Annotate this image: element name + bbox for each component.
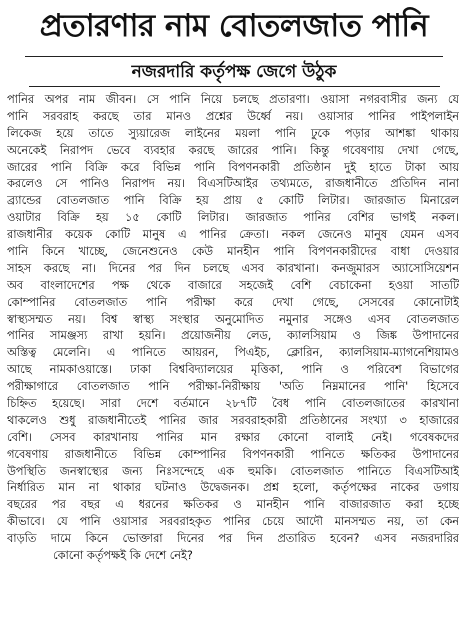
article-line: রাজধানীর কয়েক কোটি মানুষ এ পানির ক্রেতা। নকল জেনেও মানুষ যেমন এসব: [7, 228, 459, 242]
article-line: পানি সরবরাহ করছে তার মানও প্রশ্নের উর্ধ্বে নয়। ওয়াসার পানির পাইপলাইন: [7, 109, 459, 123]
article-line: আছে নামকাওয়াস্তে। ঢাকা বিশ্ববিদ্যালয়ের মৃত্তিকা, পানি ও পরিবেশ বিভাগের: [7, 363, 459, 377]
article-line: কোনো কর্তৃপক্ষই কি দেশে নেই?: [53, 549, 193, 563]
article-line: কীভাবে। যে পানি ওয়াসার সরবরাহকৃত পানির চেয়ে আদৌ মানসম্মত নয়, তা কেন: [7, 515, 459, 529]
article-line: উপস্থিতি জনস্বাস্থ্যের জন্য নিঃসন্দেহে এক হুমকি। বোতলজাত পানিতে বিএসটিআই: [7, 464, 459, 478]
article-line: পরীক্ষাগারে বোতলজাত পানি পরীক্ষা-নিরীক্ষায় 'অতি নিম্নমানের পানি' হিসেবে: [7, 380, 459, 394]
article-line: থাকলেও শুধু রাজধানীতেই পানির জার সরবরাহকারী প্রতিষ্ঠানের সংখ্যা ৩ হাজারের: [7, 413, 459, 427]
article-line: অনেকেই নিরাপদ ভেবে ব্যবহার করছে জারের পানি। কিন্তু গবেষণায় দেখা গেছে,: [7, 143, 459, 157]
headline: প্রতারণার নাম বোতলজাত পানি: [39, 8, 429, 44]
article-line: গবেষণায় রাজধানীতে বিভিন্ন কোম্পানির বিপণনকারী পানিতে ক্ষতিকর উপাদানের: [7, 447, 459, 461]
article-line: নির্ধারিত মান না থাকার ঘটনাও উদ্বেজনক। প্রশ্ন হলো, কর্তৃপক্ষের নাকের ডগায়: [7, 481, 459, 495]
article-line: ব্র্যান্ডের বোতলজাত পানি বিক্রি হয় প্রায় ৫ কোটি লিটার। জারজাত মিনারেল: [7, 194, 459, 208]
article-line: চিহ্নিত হয়েছে। সারা দেশে বর্তমানে ২৮৭টি বৈধ পানি বোতলজাতের কারখানা: [7, 397, 459, 411]
article-line: সাহস করছে না। দিনের পর দিন চলছে এসব কারখানা। কনজুমারস অ্যাসোসিয়েশন: [7, 261, 459, 275]
article-line: লিকেজ হয়ে তাতে স্যুয়ারেজ লাইনের ময়লা পানি ঢুকে পড়ার আশঙ্কা থাকায়: [7, 126, 459, 140]
article-line: করলেও সে পানিও নিরাপদ নয়। বিএসটিআইর তথ্যমতে, রাজধানীতে প্রতিদিন নানা: [7, 177, 459, 191]
headline-divider: [25, 56, 443, 57]
article-line: বেশি। সেসব কারখানায় পানির মান রক্ষার কোনো বালাই নেই। গবেষকদের: [7, 430, 459, 444]
subheadline-divider: [29, 86, 440, 87]
article-body: [7, 92, 459, 565]
subheadline: নজরদারি কর্তৃপক্ষ জেগে উঠুক: [131, 62, 337, 82]
article-line: বাড়তি দামে কিনে ভোক্তারা দিনের পর দিন প্রতারিত হবেন? এসব নজরদারির: [7, 532, 459, 546]
article-line: পানির অপর নাম জীবন। সে পানি নিয়ে চলছে প্রতারণা। ওয়াসা নগরবাসীর জন্য যে: [7, 93, 459, 106]
article-line: কোম্পানির বোতলজাত পানি পরীক্ষা করে দেখা গেছে, সেসবের কোনোটাই: [7, 295, 459, 309]
article-line: বছরের পর বছর এ ধরনের ক্ষতিকর ও মানহীন পানি বাজারজাত করা হচ্ছে: [7, 498, 459, 512]
article-line: স্বাস্থ্যসম্মত নয়। বিশ্ব স্বাস্থ্য সংস্থার অনুমোদিত নমুনার সঙ্গেও এসব বোতলজাত: [7, 312, 459, 326]
article-line: পানি কিনে খাচ্ছে, জেনেশুনেও কেউ মানহীন পানি বিপণনকারীদের বাধা দেওয়ার: [7, 245, 459, 259]
article-line: অব বাংলাদেশের পক্ষ থেকে বাজারে সহজেই বেশি বেচাকেনা হওয়া সাতটি: [7, 278, 459, 292]
article-line: জারের পানি বিক্রি করে বিভিন্ন পানি বিপণনকারী প্রতিষ্ঠান দুই হাতে টাকা আয়: [7, 160, 459, 174]
article-line: ওয়াটার বিক্রি হয় ১৫ কোটি লিটার। জারজাত পানির বেশির ভাগই নকল।: [7, 211, 459, 225]
article-line: অস্তিত্ব মেলেনি। এ পানিতে আয়রন, পিএইচ, ক্লোরিন, ক্যালসিয়াম-ম্যাগনেশিয়ামও: [7, 346, 459, 360]
article-line: পানির সামঞ্জস্য রাখা হয়নি। প্রয়োজনীয় লেড, ক্যালসিয়াম ও জিঙ্ক উপাদানের: [7, 329, 459, 343]
